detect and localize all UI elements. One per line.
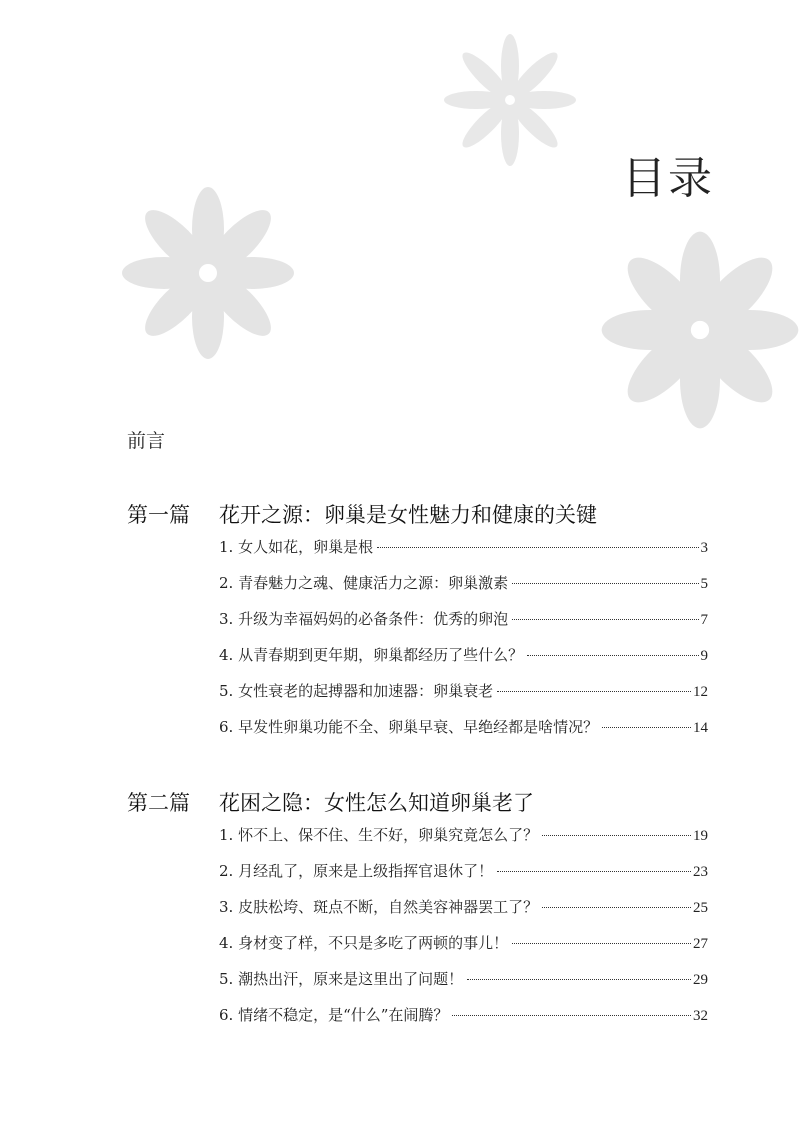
toc-entry[interactable] xyxy=(219,572,708,608)
toc-entry-label: 3. 升级为幸福妈妈的必备条件：优秀的卵泡 xyxy=(219,610,509,628)
toc-entry[interactable] xyxy=(219,896,708,932)
page-title: 目录 xyxy=(622,153,714,204)
dot-leader xyxy=(602,727,691,728)
toc-entry-label: 2. 月经乱了，原来是上级指挥官退休了！ xyxy=(219,862,494,880)
toc-entry[interactable] xyxy=(219,932,708,968)
dot-leader xyxy=(377,547,698,548)
part-title: 花开之源：卵巢是女性魅力和健康的关键 xyxy=(219,503,597,527)
flower-decoration-top xyxy=(440,30,580,170)
toc-entry-page: 19 xyxy=(693,828,708,844)
toc-entry[interactable] xyxy=(219,644,708,680)
dot-leader xyxy=(542,907,691,908)
dot-leader xyxy=(452,1015,691,1016)
toc-entry-page: 29 xyxy=(693,972,708,988)
dot-leader xyxy=(467,979,691,980)
flower-decoration-right xyxy=(600,210,800,450)
toc-entry-page: 32 xyxy=(693,1008,708,1024)
dot-leader xyxy=(512,943,691,944)
toc-entry-page: 9 xyxy=(700,648,708,664)
toc-entry-label: 6. 情绪不稳定，是“什么”在闹腾？ xyxy=(219,1006,449,1024)
part-1-entries xyxy=(219,536,708,752)
part-number: 第二篇 xyxy=(127,791,190,815)
part-heading-2[interactable] xyxy=(127,787,534,817)
toc-entry-label: 1. 怀不上、保不住、生不好，卵巢究竟怎么了？ xyxy=(219,826,539,844)
dot-leader xyxy=(512,583,698,584)
toc-entry[interactable] xyxy=(219,536,708,572)
toc-entry-label: 1. 女人如花，卵巢是根 xyxy=(219,538,374,556)
dot-leader xyxy=(497,871,691,872)
toc-entry-page: 3 xyxy=(700,540,708,556)
toc-entry-label: 4. 身材变了样，不只是多吃了两顿的事儿！ xyxy=(219,934,509,952)
toc-entry[interactable] xyxy=(219,716,708,752)
toc-entry-page: 7 xyxy=(700,612,708,628)
toc-entry-page: 14 xyxy=(693,720,708,736)
toc-entry-label: 6. 早发性卵巢功能不全、卵巢早衰、早绝经都是啥情况？ xyxy=(219,718,599,736)
toc-entry[interactable] xyxy=(219,968,708,1004)
dot-leader xyxy=(512,619,698,620)
dot-leader xyxy=(497,691,691,692)
toc-entry-label: 3. 皮肤松垮、斑点不断，自然美容神器罢工了？ xyxy=(219,898,539,916)
toc-entry-page: 27 xyxy=(693,936,708,952)
part-number: 第一篇 xyxy=(127,503,190,527)
toc-preface[interactable]: 前言 xyxy=(127,430,166,452)
toc-entry-label: 4. 从青春期到更年期，卵巢都经历了些什么？ xyxy=(219,646,524,664)
part-2-entries xyxy=(219,824,708,1040)
toc-entry[interactable] xyxy=(219,860,708,896)
toc-entry-page: 25 xyxy=(693,900,708,916)
toc-entry[interactable] xyxy=(219,1004,708,1040)
part-title: 花困之隐：女性怎么知道卵巢老了 xyxy=(219,791,534,815)
part-heading-1[interactable] xyxy=(127,499,597,529)
toc-entry-label: 5. 女性衰老的起搏器和加速器：卵巢衰老 xyxy=(219,682,494,700)
toc-entry[interactable] xyxy=(219,608,708,644)
toc-entry-label: 5. 潮热出汗，原来是这里出了问题！ xyxy=(219,970,464,988)
flower-decoration-left xyxy=(118,183,298,363)
toc-entry-page: 23 xyxy=(693,864,708,880)
toc-entry-label: 2. 青春魅力之魂、健康活力之源：卵巢激素 xyxy=(219,574,509,592)
dot-leader xyxy=(542,835,691,836)
toc-entry-page: 12 xyxy=(693,684,708,700)
dot-leader xyxy=(527,655,698,656)
toc-entry[interactable] xyxy=(219,680,708,716)
toc-entry[interactable] xyxy=(219,824,708,860)
toc-entry-page: 5 xyxy=(700,576,708,592)
